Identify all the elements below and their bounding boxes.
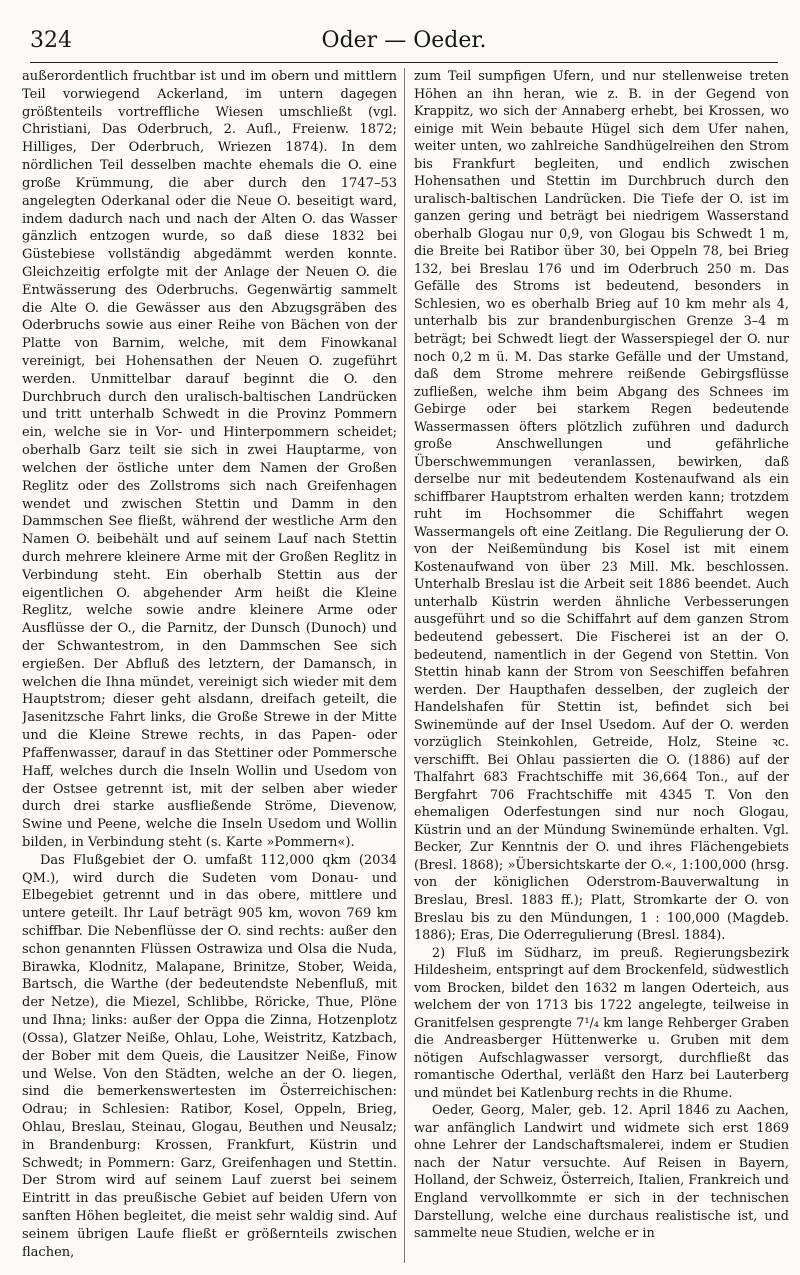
running-title: Oder — Oeder. xyxy=(321,28,487,53)
page-header xyxy=(30,22,778,63)
paragraph: Oeder, Georg, Maler, geb. 12. April 1846 zu Aachen, war anfänglich Landwirt und widmete sich erst 1869 ohne Lehrer der Landschaftsmalerei, indem er Studien nach der Natur versuchte. Auf Reisen in Bayern, Holland, der Schweiz, Österreich, Italien, Frankreich und England vervollkommte er sich in der technischen Darstellung, welche eine durchaus realistische ist, und sammelte neue Studien, welche er in xyxy=(414,1103,789,1242)
paragraph: zum Teil sumpfigen Ufern, und nur stellenweise treten Höhen an ihn heran, wie z. B. in der Gegend von Krappitz, wo sich der Annaberg erhebt, bei Krossen, wo einige mit Wein bebaute Hügel sich dem Ufer nahen, weiter unten, wo zahlreiche Sandhügelreihen den Strom bis Frankfurt begleiten, und endlich zwischen Hohensathen und Stettin im Durchbruch durch den uralisch-baltischen Landrücken. Die Tiefe der O. ist im ganzen gering und beträgt bei niedrigem Wasserstand oberhalb Glogau nur 0,9, von Glogau bis Schwedt 1 m, die Breite bei Ratibor über 30, bei Oppeln 78, bei Brieg 132, bei Breslau 176 und im Oderbruch 250 m. Das Gefälle des Stroms ist bedeutend, besonders in Schlesien, wo es oberhalb Brieg auf 10 km mehr als 4, unterhalb bis zur brandenburgischen Grenze 3–4 m beträgt; bei Schwedt liegt der Wasserspiegel der O. nur noch 0,2 m ü. M. Das starke Gefälle und der Umstand, daß dem Strome mehrere reißende Gebirgsflüsse zufließen, welche ihm beim Abgang des Schnees im Gebirge oder bei starkem Regen bedeutende Wassermassen öfters plötzlich zuführen und dadurch große Anschwellungen und gefährliche Überschwemmungen veranlassen, bewirken, daß derselbe nur mit bedeutendem Kostenaufwand als ein schiffbarer Hauptstrom erhalten werden kann; trotzdem ruht im Hochsommer die Schiffahrt wegen Wassermangels oft eine Zeitlang. Die Regulierung der O. von der Neißemündung bis Kosel ist mit einem Kostenaufwand von über 23 Mill. Mk. beschlossen. Unterhalb Breslau ist die Arbeit seit 1886 beendet. Auch unterhalb Küstrin werden ähnliche Verbesserungen ausgeführt und so die Schiffahrt auf dem ganzen Strom bedeutend gebessert. Die Fischerei ist an der O. bedeutend, namentlich in der Gegend von Stettin. Von Stettin hinab kann der Strom von Seeschiffen befahren werden. Der Haupthafen desselben, der zugleich der Handelshafen für Stettin ist, befindet sich bei Swinemünde auf der Insel Usedom. Auf der O. werden vorzüglich Steinkohlen, Getreide, Holz, Steine ꝛc. verschifft. Bei Ohlau passierten die O. (1886) auf der Thalfahrt 683 Frachtschiffe mit 36,664 Ton., auf der Bergfahrt 706 Frachtschiffe mit 4345 T. Von den ehemaligen Oderfestungen sind nur noch Glogau, Küstrin und an der Mündung Swinemünde erhalten. Vgl. Becker, Zur Kenntnis der O. und ihres Flächengebiets (Bresl. 1868); »Übersichtskarte der O.«, 1:100,000 (hrsg. von der königlichen Oderstrom-Bauverwaltung in Breslau, Bresl. 1883 ff.); Platt, Stromkarte der O. von Breslau bis zu den Mündungen, 1 : 100,000 (Magdeb. 1886); Eras, Die Oderregulierung (Bresl. 1884). xyxy=(414,69,789,944)
page-number: 324 xyxy=(30,28,72,53)
paragraph: außerordentlich fruchtbar ist und im obern und mittlern Teil vorwiegend Ackerland, im untern dagegen größtenteils vortreffliche Wiesen umschließt (vgl. Christiani, Das Oderbruch, 2. Aufl., Freienw. 1872; Hilliges, Der Oderbruch, Wriezen 1874). In dem nördlichen Teil desselben machte ehemals die O. eine große Krümmung, die aber durch den 1747–53 angelegten Oderkanal oder die Neue O. beseitigt ward, indem dadurch nach und nach der Alten O. das Wasser gänzlich entzogen wurde, so daß diese 1832 bei Güstebiese vollständig abgedämmt werden konnte. Gleichzeitig erfolgte mit der Anlage der Neuen O. die Entwässerung des Oderbruchs. Gegenwärtig sammelt die Alte O. die Gewässer aus den Abzugsgräben des Oderbruchs sowie aus einer Reihe von Bächen von der Platte von Barnim, welche, mit dem Finowkanal vereinigt, bei Hohensathen der Neuen O. zugeführt werden. Unmittelbar darauf beginnt die O. den Durchbruch durch den uralisch-baltischen Landrücken und tritt unterhalb Schwedt in die Provinz Pommern ein, welche sie in Vor- und Hinterpommern scheidet; oberhalb Garz teilt sie sich in zwei Hauptarme, von welchen der östliche unter dem Namen der Großen Reglitz oder des Zollstroms sich nach Greifenhagen wendet und zwischen Stettin und Damm in den Dammschen See fließt, während der westliche Arm den Namen O. beibehält und auf seinem Lauf nach Stettin durch mehrere kleinere Arme mit der Großen Reglitz in Verbindung steht. Ein oberhalb Stettin aus der eigentlichen O. abgehender Arm heißt die Kleine Reglitz, welche sowie andre kleinere Arme oder Ausflüsse der O., die Parnitz, der Dunsch (Dunoch) und der Schwantestrom, in den Dammschen See sich ergießen. Der Abfluß des letztern, der Damansch, in welchen die Ihna mündet, vereinigt sich wieder mit dem Hauptstrom; dieser geht alsdann, dreifach geteilt, die Jasenitzsche Fahrt links, die Große Strewe in der Mitte und die Kleine Strewe rechts, in das Papen- oder Pfaffenwasser, darauf in das Stettiner oder Pommersche Haff, welches durch die Inseln Wollin und Usedom von der Ostsee getrennt ist, mit der selben aber wieder durch drei starke ausfließende Ströme, Dievenow, Swine und Peene, welche die Inseln Usedom und Wollin bilden, in Verbindung steht (s. Karte »Pommern«). xyxy=(22,69,397,850)
paragraph: Das Flußgebiet der O. umfaßt 112,000 qkm (2034 QM.), wird durch die Sudeten vom Donau- und Elbegebiet getrennt und in das obere, mittlere und untere geteilt. Ihr Lauf beträgt 905 km, wovon 769 km schiffbar. Die Nebenflüsse der O. sind rechts: außer den schon genannten Flüssen Ostrawiza und Olsa die Nuda, Birawka, Klodnitz, Malapane, Brinitze, Stober, Weida, Bartsch, die Warthe (der bedeutendste Nebenfluß, mit der Netze), die Miezel, Schlibbe, Röricke, Thue, Plöne und Ihna; links: außer der Oppa die Zinna, Hotzenplotz (Ossa), Glatzer Neiße, Ohlau, Lohe, Weistritz, Katzbach, der Bober mit dem Queis, die Lausitzer Neiße, Finow und Welse. Von den Städten, welche an der O. liegen, sind die bemerkenswertesten im Österreichischen: Odrau; in Schlesien: Ratibor, Kosel, Oppeln, Brieg, Ohlau, Breslau, Steinau, Glogau, Beuthen und Neusalz; in Brandenburg: Krossen, Frankfurt, Küstrin und Schwedt; in Pommern: Garz, Greifenhagen und Stettin. Der Strom wird auf seinem Lauf zuerst bei seinem Eintritt in das preußische Gebiet auf beiden Ufern von sanften Höhen begleitet, die meist sehr waldig sind. Auf seinem übrigen Laufe fließt er größernteils zwischen flachen, xyxy=(22,852,397,1260)
paragraph: 2) Fluß im Südharz, im preuß. Regierungsbezirk Hildesheim, entspringt auf dem Brockenfeld, südwestlich vom Brocken, bildet den 1632 m langen Oderteich, aus welchem der von 1713 bis 1722 angelegte, teilweise in Granitfelsen gesprengte 7¹/₄ km lange Rehberger Graben die Andreasberger Hüttenwerke u. Gruben mit dem nötigen Aufschlagwasser versorgt, durchfließt das romantische Oderthal, verläßt den Harz bei Lauterberg und mündet bei Katlenburg rechts in die Rhume. xyxy=(414,945,789,1101)
left-column xyxy=(22,68,397,1263)
right-column xyxy=(414,68,789,1263)
column-divider xyxy=(404,68,405,1263)
